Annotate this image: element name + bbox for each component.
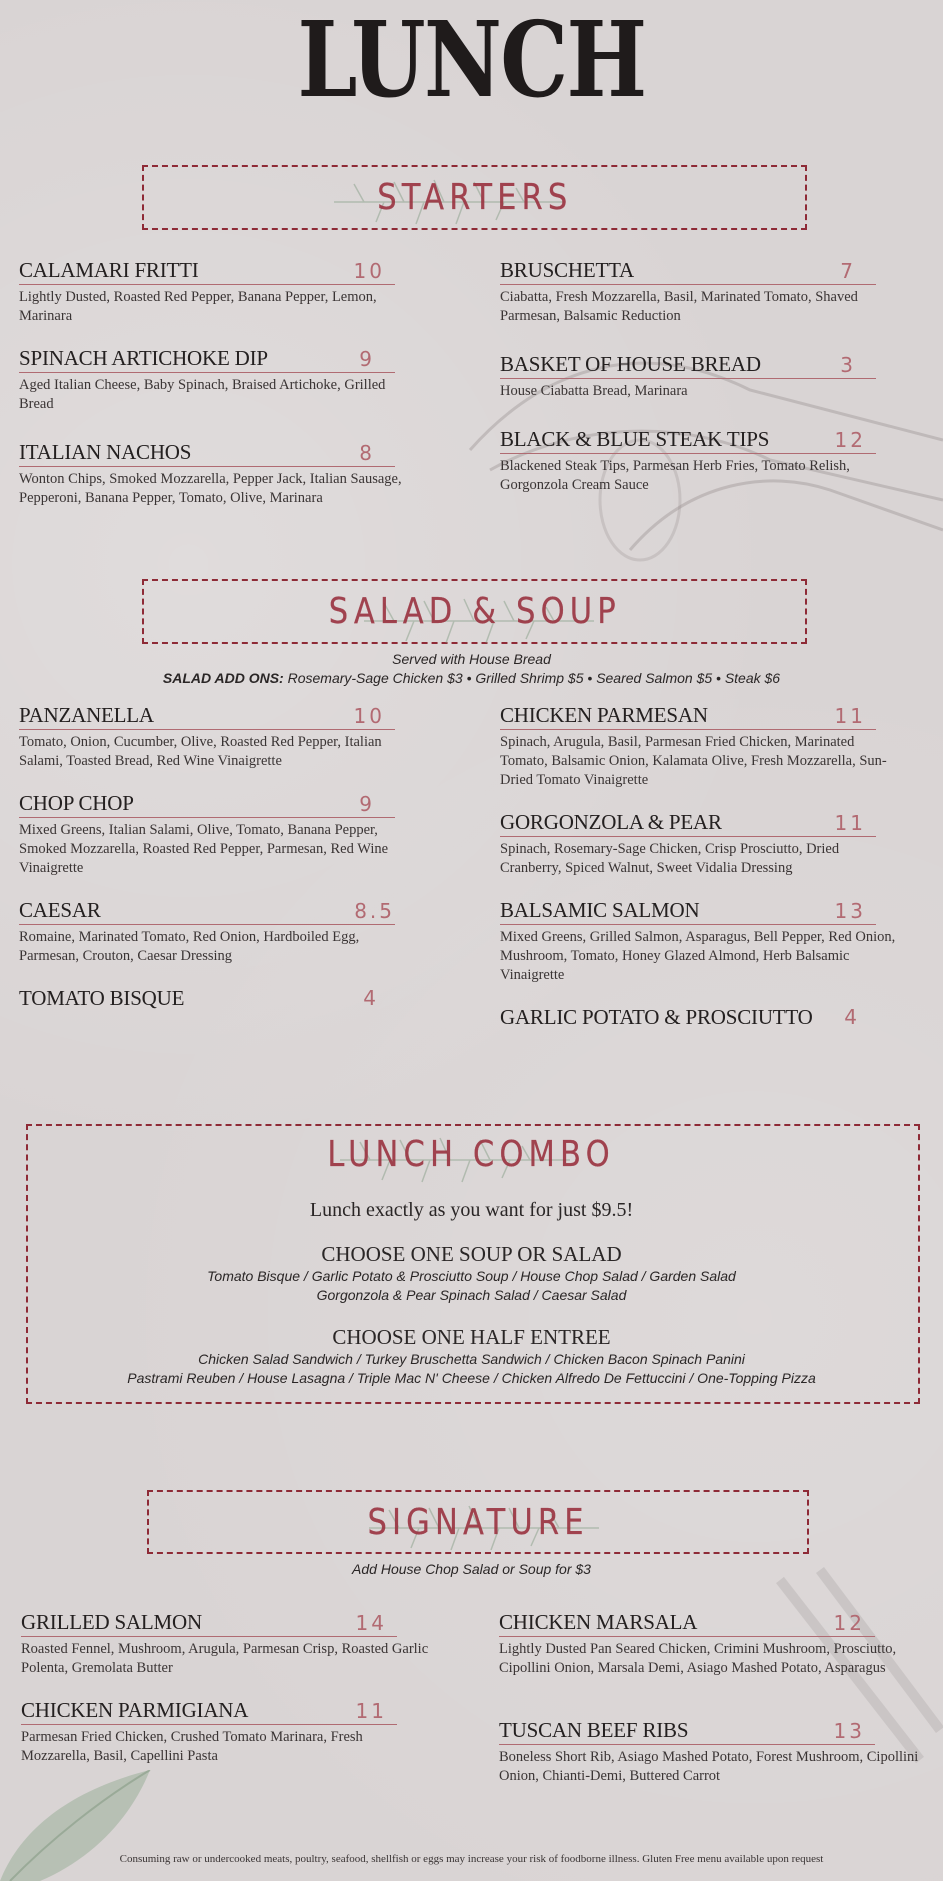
section-title: LUNCH COMBO <box>327 1134 616 1175</box>
item-name: GARLIC POTATO & PROSCIUTTO <box>500 1005 813 1029</box>
addons-text: Rosemary-Sage Chicken $3 • Grilled Shrimp $5 • Seared Salmon $5 • Steak $6 <box>283 670 781 686</box>
item-name: CHICKEN PARMIGIANA <box>21 1698 249 1722</box>
item-name: GORGONZOLA & PEAR <box>500 810 722 834</box>
menu-item <box>499 1610 897 1678</box>
item-description: Spinach, Arugula, Basil, Parmesan Fried Chicken, Marinated Tomato, Balsamic Onion, Kalamata Olive, Fresh Mozzarella, Sun-Dried Tomato Vinaigrette <box>500 734 887 788</box>
menu-item <box>19 898 399 966</box>
menu-item <box>500 1005 880 1030</box>
menu-item <box>19 346 399 414</box>
item-name: ITALIAN NACHOS <box>19 440 192 464</box>
item-name: CAESAR <box>19 898 101 922</box>
item-name: GRILLED SALMON <box>21 1610 202 1634</box>
section-title: STARTERS <box>376 177 573 218</box>
menu-item <box>499 1718 919 1786</box>
item-price: 11 <box>834 811 866 835</box>
menu-item <box>21 1698 401 1766</box>
item-description: Mixed Greens, Grilled Salmon, Asparagus, Bell Pepper, Red Onion, Mushroom, Tomato, Honey Glazed Almond, Herb Balsamic Vinaigrette <box>500 929 896 983</box>
item-description: Roasted Fennel, Mushroom, Arugula, Parmesan Crisp, Roasted Garlic Polenta, Gremolata Butter <box>21 1641 429 1676</box>
item-name: BASKET OF HOUSE BREAD <box>500 352 761 376</box>
item-name: CHOP CHOP <box>19 791 134 815</box>
menu-item <box>19 986 399 1011</box>
section-header-salad-soup <box>142 579 807 644</box>
item-description: Tomato, Onion, Cucumber, Olive, Roasted Red Pepper, Italian Salami, Toasted Bread, Red Wine Vinaigrette <box>19 734 382 769</box>
section-title: SIGNATURE <box>367 1501 589 1543</box>
item-price: 7 <box>840 259 856 283</box>
combo-group-title: CHOOSE ONE HALF ENTREE <box>332 1325 611 1349</box>
item-price: 11 <box>834 704 866 728</box>
item-price: 14 <box>355 1611 387 1635</box>
lunch-combo-title-wrap <box>0 1134 943 1175</box>
item-price: 13 <box>833 1719 865 1743</box>
section-title: SALAD & SOUP <box>328 591 621 632</box>
item-description: Romaine, Marinated Tomato, Red Onion, Hardboiled Egg, Parmesan, Crouton, Caesar Dressing <box>19 929 360 964</box>
item-name: TUSCAN BEEF RIBS <box>499 1718 689 1742</box>
menu-item <box>19 440 402 508</box>
combo-group-options: Chicken Salad Sandwich / Turkey Bruschetta Sandwich / Chicken Bacon Spinach Panini <box>198 1351 745 1367</box>
item-description: Aged Italian Cheese, Baby Spinach, Braised Artichoke, Grilled Bread <box>19 377 386 412</box>
page-title: LUNCH <box>297 0 646 121</box>
addons-label: SALAD ADD ONS: <box>162 670 284 686</box>
menu-item <box>19 703 399 771</box>
salad-addons-note <box>0 670 943 686</box>
item-description: Lightly Dusted, Roasted Red Pepper, Banana Pepper, Lemon, Marinara <box>19 289 377 324</box>
served-with-note: Served with House Bread <box>392 651 551 667</box>
item-price: 10 <box>353 259 385 283</box>
menu-item <box>500 703 887 790</box>
item-price: 4 <box>844 1005 860 1029</box>
item-price: 10 <box>353 704 385 728</box>
item-name: CHICKEN PARMESAN <box>500 703 708 727</box>
item-description: House Ciabatta Bread, Marinara <box>500 383 688 399</box>
menu-item <box>21 1610 429 1678</box>
item-name: CALAMARI FRITTI <box>19 258 199 282</box>
menu-item <box>500 898 896 985</box>
section-header-starters <box>142 165 807 230</box>
item-name: CHICKEN MARSALA <box>499 1610 698 1634</box>
item-price: 8 <box>359 441 375 465</box>
item-name: BALSAMIC SALMON <box>500 898 700 922</box>
menu-item <box>500 258 880 326</box>
item-price: 8.5 <box>354 899 395 923</box>
item-description: Boneless Short Rib, Asiago Mashed Potato, Forest Mushroom, Cipollini Onion, Chianti-Demi, Buttered Carrot <box>499 1749 919 1784</box>
item-price: 12 <box>834 428 866 452</box>
item-name: BLACK & BLUE STEAK TIPS <box>500 427 770 451</box>
item-name: SPINACH ARTICHOKE DIP <box>19 346 268 370</box>
combo-group-options: Gorgonzola & Pear Spinach Salad / Caesar Salad <box>316 1287 627 1303</box>
menu-item <box>500 810 880 878</box>
section-header-signature <box>147 1490 809 1554</box>
item-description: Parmesan Fried Chicken, Crushed Tomato Marinara, Fresh Mozzarella, Basil, Capellini Pasta <box>21 1729 363 1764</box>
item-description: Mixed Greens, Italian Salami, Olive, Tomato, Banana Pepper, Smoked Mozzarella, Roasted Red Pepper, Parmesan, Red Wine Vinaigrette <box>19 822 389 876</box>
item-price: 9 <box>359 792 375 816</box>
menu-item <box>19 791 399 878</box>
item-description: Blackened Steak Tips, Parmesan Herb Fries, Tomato Relish, Gorgonzola Cream Sauce <box>500 458 850 493</box>
combo-group-options: Pastrami Reuben / House Lasagna / Triple Mac N' Cheese / Chicken Alfredo De Fettuccini / One-Topping Pizza <box>127 1370 816 1386</box>
item-price: 11 <box>355 1699 387 1723</box>
item-price: 4 <box>363 986 379 1010</box>
combo-group-options: Tomato Bisque / Garlic Potato & Prosciutto Soup / House Chop Salad / Garden Salad <box>207 1268 736 1284</box>
item-name: BRUSCHETTA <box>500 258 634 282</box>
item-price: 12 <box>833 1611 865 1635</box>
item-description: Ciabatta, Fresh Mozzarella, Basil, Marinated Tomato, Shaved Parmesan, Balsamic Reduction <box>500 289 858 324</box>
item-description: Lightly Dusted Pan Seared Chicken, Crimini Mushroom, Prosciutto, Cipollini Onion, Marsala Demi, Asiago Mashed Potato, Asparagus <box>499 1641 897 1676</box>
footer-disclaimer: Consuming raw or undercooked meats, poultry, seafood, shellfish or eggs may increase your risk of foodborne illness. Gluten Free menu available upon request <box>119 1853 824 1865</box>
item-price: 9 <box>359 347 375 371</box>
menu-item <box>500 352 880 401</box>
menu-item <box>500 427 880 495</box>
item-price: 3 <box>840 353 856 377</box>
item-name: TOMATO BISQUE <box>19 986 185 1010</box>
combo-group-title: CHOOSE ONE SOUP OR SALAD <box>321 1242 622 1266</box>
item-price: 13 <box>834 899 866 923</box>
item-description: Spinach, Rosemary-Sage Chicken, Crisp Prosciutto, Dried Cranberry, Spiced Walnut, Sweet Vidalia Dressing <box>500 841 840 876</box>
signature-note: Add House Chop Salad or Soup for $3 <box>352 1561 591 1577</box>
combo-tagline: Lunch exactly as you want for just $9.5! <box>309 1199 634 1221</box>
item-description: Wonton Chips, Smoked Mozzarella, Pepper Jack, Italian Sausage, Pepperoni, Banana Pepper, Tomato, Olive, Marinara <box>19 471 402 506</box>
menu-item <box>19 258 399 326</box>
item-name: PANZANELLA <box>19 703 154 727</box>
